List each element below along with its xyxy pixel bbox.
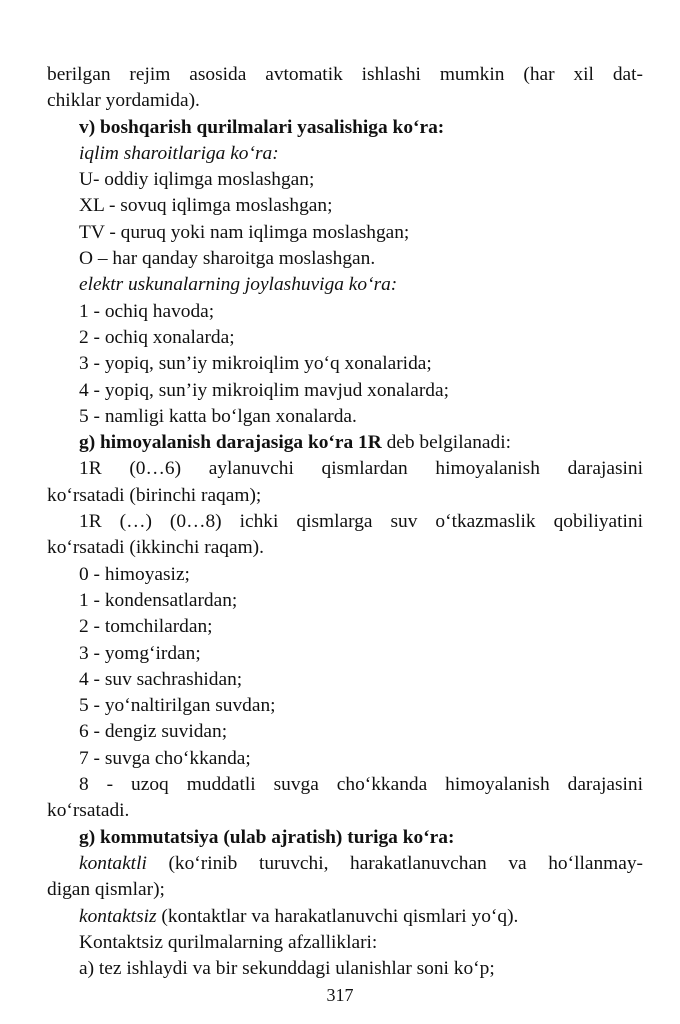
list-item: 5 - namligi katta bo‘lgan xonalarda. bbox=[79, 405, 357, 427]
text-line: 1R (…) (0…8) ichki qismlarga suv o‘tkazmaslik qobiliyatini bbox=[79, 511, 643, 533]
subheading bbox=[47, 141, 643, 167]
page-body bbox=[47, 62, 643, 982]
list-item: 7 - suvga cho‘kkanda; bbox=[79, 747, 251, 769]
list-item: 4 - suv sachrashidan; bbox=[79, 668, 243, 690]
list-item: 6 - dengiz suvidan; bbox=[79, 721, 228, 743]
list-item: 2 - ochiq xonalarda; bbox=[79, 326, 235, 348]
subheading bbox=[47, 272, 643, 298]
heading-text: g) kommutatsiya (ulab ajratish) turiga ko‘ra: bbox=[79, 826, 455, 848]
text-line: 1R (0…6) aylanuvchi qismlardan himoyalanish darajasini bbox=[79, 458, 643, 480]
section-heading bbox=[47, 825, 643, 851]
text-line bbox=[47, 851, 643, 877]
text-line: berilgan rejim asosida avtomatik ishlashi mumkin (har xil dat- bbox=[47, 64, 643, 85]
list-item: XL - sovuq iqlimga moslashgan; bbox=[79, 195, 333, 217]
italic-text: iqlim sharoitlariga ko‘ra: bbox=[79, 142, 279, 164]
list-item: TV - quruq yoki nam iqlimga moslashgan; bbox=[79, 221, 410, 243]
heading-text: v) boshqarish qurilmalari yasalishiga ko‘ra: bbox=[79, 116, 445, 138]
list-item: 8 - uzoq muddatli suvga cho‘kkanda himoyalanish darajasini bbox=[79, 774, 643, 796]
page-number: 317 bbox=[326, 985, 354, 1005]
list-item: 1 - kondensatlardan; bbox=[79, 589, 238, 611]
list-item: 3 - yomg‘irdan; bbox=[79, 642, 201, 664]
italic-text: kontaktli bbox=[79, 852, 147, 874]
text-line: ko‘rsatadi (birinchi raqam); bbox=[47, 484, 262, 506]
text-line: ko‘rsatadi (ikkinchi raqam). bbox=[47, 537, 264, 559]
text-line bbox=[47, 904, 643, 930]
list-item: 1 - ochiq havoda; bbox=[79, 300, 215, 322]
text-line: digan qismlar); bbox=[47, 879, 165, 901]
text-line: ko‘rsatadi. bbox=[47, 800, 130, 822]
list-item: U- oddiy iqlimga moslashgan; bbox=[79, 169, 315, 191]
text-line: Kontaktsiz qurilmalarning afzalliklari: bbox=[79, 931, 378, 953]
list-item: 4 - yopiq, sun’iy mikroiqlim mavjud xonalarda; bbox=[79, 379, 449, 401]
italic-text: kontaktsiz bbox=[79, 905, 157, 927]
section-heading bbox=[47, 430, 643, 456]
plain-text: (ko‘rinib turuvchi, harakatlanuvchan va ho‘llanmay- bbox=[146, 852, 643, 874]
text-line: chiklar yordamida). bbox=[47, 90, 200, 112]
list-item: 3 - yopiq, sun’iy mikroiqlim yo‘q xonalarida; bbox=[79, 353, 432, 375]
plain-text: (kontaktlar va harakatlanuvchi qismlari yo‘q). bbox=[156, 905, 519, 927]
list-item: O – har qanday sharoitga moslashgan. bbox=[79, 248, 376, 270]
italic-text: elektr uskunalarning joylashuviga ko‘ra: bbox=[79, 274, 398, 296]
list-item: 5 - yo‘naltirilgan suvdan; bbox=[79, 695, 276, 717]
list-item: 2 - tomchilardan; bbox=[79, 616, 213, 638]
list-item: 0 - himoyasiz; bbox=[79, 563, 190, 585]
text-line: a) tez ishlaydi va bir sekunddagi ulanishlar soni ko‘p; bbox=[79, 958, 495, 980]
heading-text: g) himoyalanish darajasiga ko‘ra 1R bbox=[79, 432, 382, 454]
section-heading bbox=[47, 115, 643, 141]
heading-rest-text: deb belgilanadi: bbox=[381, 432, 511, 454]
